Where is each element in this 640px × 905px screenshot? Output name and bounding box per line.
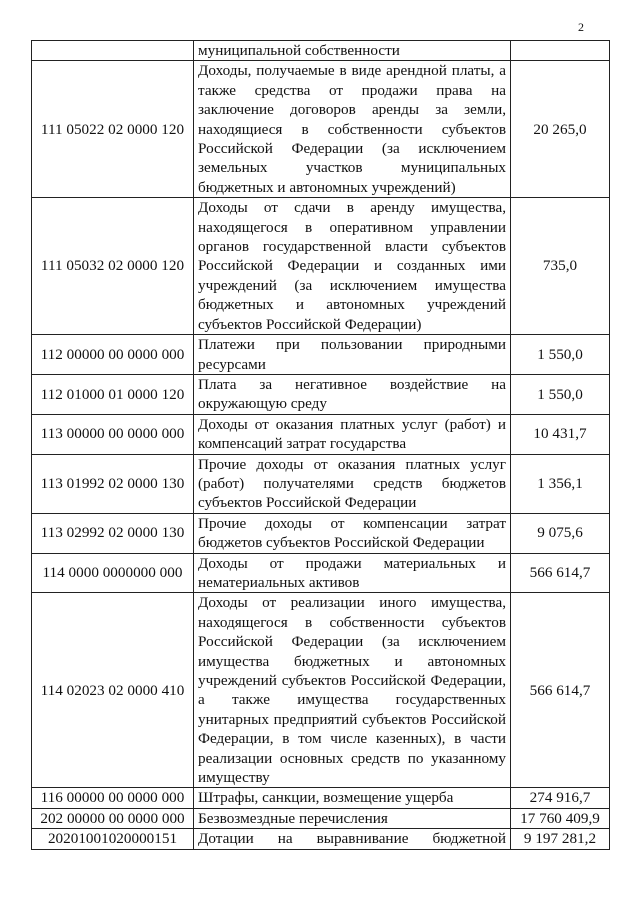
row-code: 113 01992 02 0000 130: [32, 454, 194, 513]
table-row: [32, 454, 610, 513]
row-sum: 20 265,0: [511, 61, 610, 198]
row-sum: 735,0: [511, 198, 610, 335]
row-code: 112 00000 00 0000 000: [32, 335, 194, 375]
table-row: [32, 61, 610, 198]
row-name: муниципальной собственности: [194, 41, 511, 61]
table-row: [32, 593, 610, 788]
table-row: [32, 335, 610, 375]
revenue-table: [31, 40, 610, 850]
row-name: Платежи при пользовании природными ресурсами: [194, 335, 511, 375]
row-sum: 566 614,7: [511, 553, 610, 593]
row-name: Доходы от реализации иного имущества, находящегося в собственности субъектов Российской Федерации (за исключением имущества бюджетных и автономных учреждений субъектов Российской Федерации, а также имущества государственных унитарных предприятий субъектов Российской Федерации, в том числе казенных), в части реализации основных средств по указанному имуществу: [194, 593, 511, 788]
row-name: Доходы от сдачи в аренду имущества, находящегося в оперативном управлении органов государственной власти субъектов Российской Федерации и созданных ими учреждений (за исключением имущества бюджетных и автономных учреждений субъектов Российской Федерации): [194, 198, 511, 335]
table-row: [32, 374, 610, 414]
table-row: [32, 41, 610, 61]
row-code: 112 01000 01 0000 120: [32, 374, 194, 414]
row-code: [32, 41, 194, 61]
table-row: [32, 198, 610, 335]
row-code: 113 00000 00 0000 000: [32, 414, 194, 454]
row-sum: 1 550,0: [511, 335, 610, 375]
row-name: Доходы от продажи материальных и нематериальных активов: [194, 553, 511, 593]
row-sum: 566 614,7: [511, 593, 610, 788]
row-sum: 10 431,7: [511, 414, 610, 454]
row-code: 20201001020000151: [32, 829, 194, 849]
row-sum: 1 550,0: [511, 374, 610, 414]
row-sum: [511, 41, 610, 61]
page-number: 2: [578, 20, 584, 34]
row-code: 114 02023 02 0000 410: [32, 593, 194, 788]
row-code: 113 02992 02 0000 130: [32, 513, 194, 553]
row-name: Доходы, получаемые в виде арендной платы, а также средства от продажи права на заключение договоров аренды за земли, находящиеся в собственности субъектов Российской Федерации (за исключением земельных участков муниципальных бюджетных и автономных учреждений): [194, 61, 511, 198]
row-sum: 274 916,7: [511, 788, 610, 808]
table-row: [32, 808, 610, 828]
table-row: [32, 513, 610, 553]
row-name: Штрафы, санкции, возмещение ущерба: [194, 788, 511, 808]
row-name: Плата за негативное воздействие на окружающую среду: [194, 374, 511, 414]
row-code: 202 00000 00 0000 000: [32, 808, 194, 828]
row-code: 116 00000 00 0000 000: [32, 788, 194, 808]
row-name: Доходы от оказания платных услуг (работ) и компенсаций затрат государства: [194, 414, 511, 454]
table-row: [32, 414, 610, 454]
row-name: Дотации на выравнивание бюджетной: [194, 829, 511, 849]
row-code: 111 05032 02 0000 120: [32, 198, 194, 335]
row-sum: 1 356,1: [511, 454, 610, 513]
row-sum: 17 760 409,9: [511, 808, 610, 828]
row-name: Прочие доходы от компенсации затрат бюджетов субъектов Российской Федерации: [194, 513, 511, 553]
table-row: [32, 553, 610, 593]
table-row: [32, 788, 610, 808]
row-name: Безвозмездные перечисления: [194, 808, 511, 828]
row-code: 111 05022 02 0000 120: [32, 61, 194, 198]
row-code: 114 0000 0000000 000: [32, 553, 194, 593]
row-name: Прочие доходы от оказания платных услуг (работ) получателями средств бюджетов субъектов Российской Федерации: [194, 454, 511, 513]
row-sum: 9 197 281,2: [511, 829, 610, 849]
row-sum: 9 075,6: [511, 513, 610, 553]
table-row: [32, 829, 610, 849]
